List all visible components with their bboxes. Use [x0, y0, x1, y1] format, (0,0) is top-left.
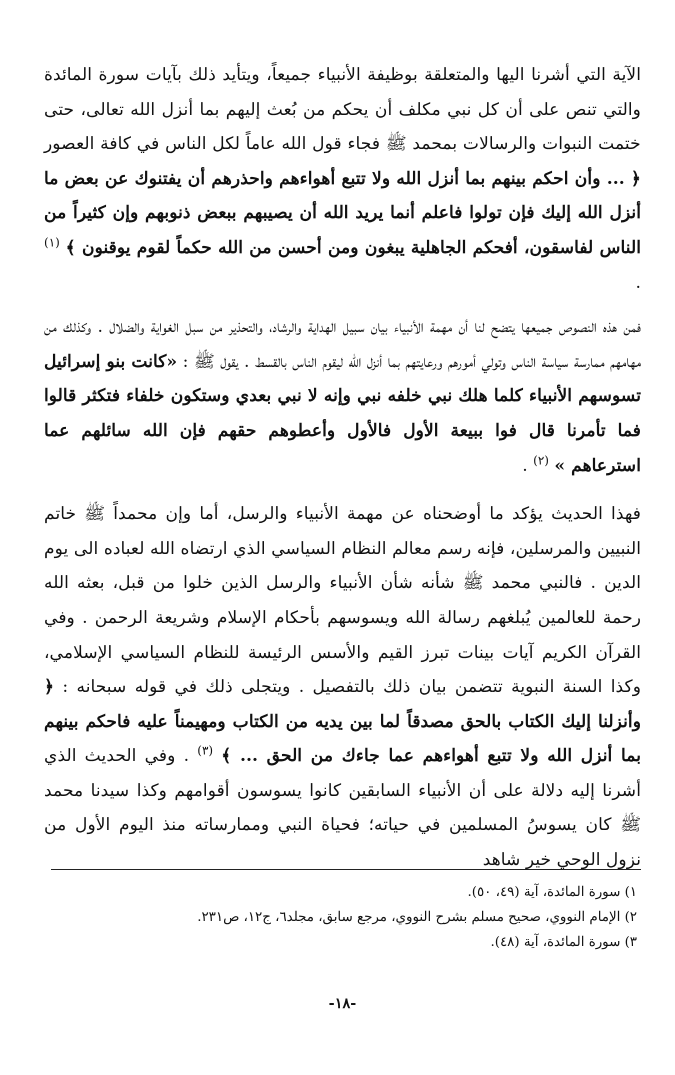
paragraph-text: فهذا الحديث يؤكد ما أوضحناه عن مهمة الأنبياء والرسل، أما وإن محمداً ﷺ خاتم النبيين والمرسلين، فإنه رسم معالم النظام السياسي الذي ارتضاه الله لعباده الى يوم الدين . فالنبي محمد ﷺ شأنه شأن الأنبياء والرسل الذين خلوا من قبل، بعثه الله رحمة للعالمين يُبلغهم رسالة الله ويسوسهم بأحكام الإسلام وشريعة الرحمن . وفي القرآن الكريم آيات بينات تبرز القيم والأسس الرئيسة للنظام السياسي الإسلامي، وكذا السنة النبوية تتضمن بيان ذلك بالتفصيل . ويتجلى ذلك في قوله سبحانه : — [44, 504, 641, 698]
footnotes — [44, 880, 637, 955]
footnote-reference-3: (٣) — [197, 743, 214, 758]
footnote-reference-1: (١) — [44, 235, 60, 250]
footnote-divider — [51, 869, 641, 870]
body-paragraph-1 — [44, 58, 641, 300]
footnote-3: ٣) سورة المائدة، آية (٤٨). — [490, 935, 637, 950]
paragraph-text: فمن هذه النصوص جميعها يتضح لنا أن مهمة الأنبياء بيان سبيل الهداية والرشاد، والتحذير من سبل الغواية والضلال . وكذلك من مهامهم ممارسة سياسة الناس وتولي أمورهم ورعايتهم بما أنزل الله ليقوم الناس بالقسط . يقول ﷺ : — [44, 317, 641, 372]
footnote-2: ٢) الإمام النووي، صحيح مسلم بشرح النووي، مرجع سابق، مجلد٦، ج١٢، ص٢٣١. — [197, 910, 637, 925]
sentence-end: . — [635, 272, 641, 293]
hadith-quote: «كانت بنو إسرائيل تسوسهم الأنبياء كلما هلك نبي خلفه نبي وإنه لا نبي بعدي وستكون خلفاء فتكثر قالوا فما تأمرنا قال فوا ببيعة الأول فالأول وأعطوهم حقهم فإن الله سائلهم عما استرعاهم » — [44, 351, 641, 476]
quran-quote: ﴿ وأنزلنا إليك الكتاب بالحق مصدقاً لما بين يديه من الكتاب ومهيمناً عليه فاحكم بينهم بما أنزل الله ولا تتبع أهواءهم عما جاءك من الحق ... ﴾ — [44, 677, 641, 767]
sentence-end: . — [522, 455, 528, 476]
quran-quote: ﴿ ... وأن احكم بينهم بما أنزل الله ولا تتبع أهواءهم واحذرهم أن يفتنوك عن بعض ما أنزل الله إليك فإن تولوا فاعلم أنما يريد الله أن يصيبهم ببعض ذنوبهم وإن كثيراً من الناس لفاسقون، أفحكم الجاهلية يبغون ومن أحسن من الله حكماً لقوم يوقنون ﴾ — [44, 168, 641, 258]
paragraph-text-continued: . وفي الحديث الذي أشرنا إليه دلالة على أن الأنبياء السابقين كانوا يسوسون أقوامهم وكذا سيدنا محمد ﷺ كان يسوسُ المسلمين في حياته؛ فحياة النبي وممارساته منذ اليوم الأول من نزول الوحي خير شاهد — [44, 746, 641, 871]
paragraph-text: الآية التي أشرنا اليها والمتعلقة بوظيفة الأنبياء جميعاً، ويتأيد ذلك بآيات سورة المائدة والتي تنص على أن كل نبي مكلف أن يحكم من بُعث إليهم بما أنزل الله تعالى، حتى ختمت النبوات والرسالات بمحمد ﷺ فجاء قول الله عاماً لكل الناس في كافة العصور — [44, 65, 641, 155]
document-page — [44, 58, 641, 1075]
body-paragraph-2 — [44, 310, 641, 483]
page-number: -١٨- — [328, 995, 357, 1012]
footnote-1: ١) سورة المائدة، آية (٤٩، ٥٠). — [467, 885, 637, 900]
body-paragraph-3 — [44, 497, 641, 878]
footnote-reference-2: (٢) — [533, 452, 549, 467]
